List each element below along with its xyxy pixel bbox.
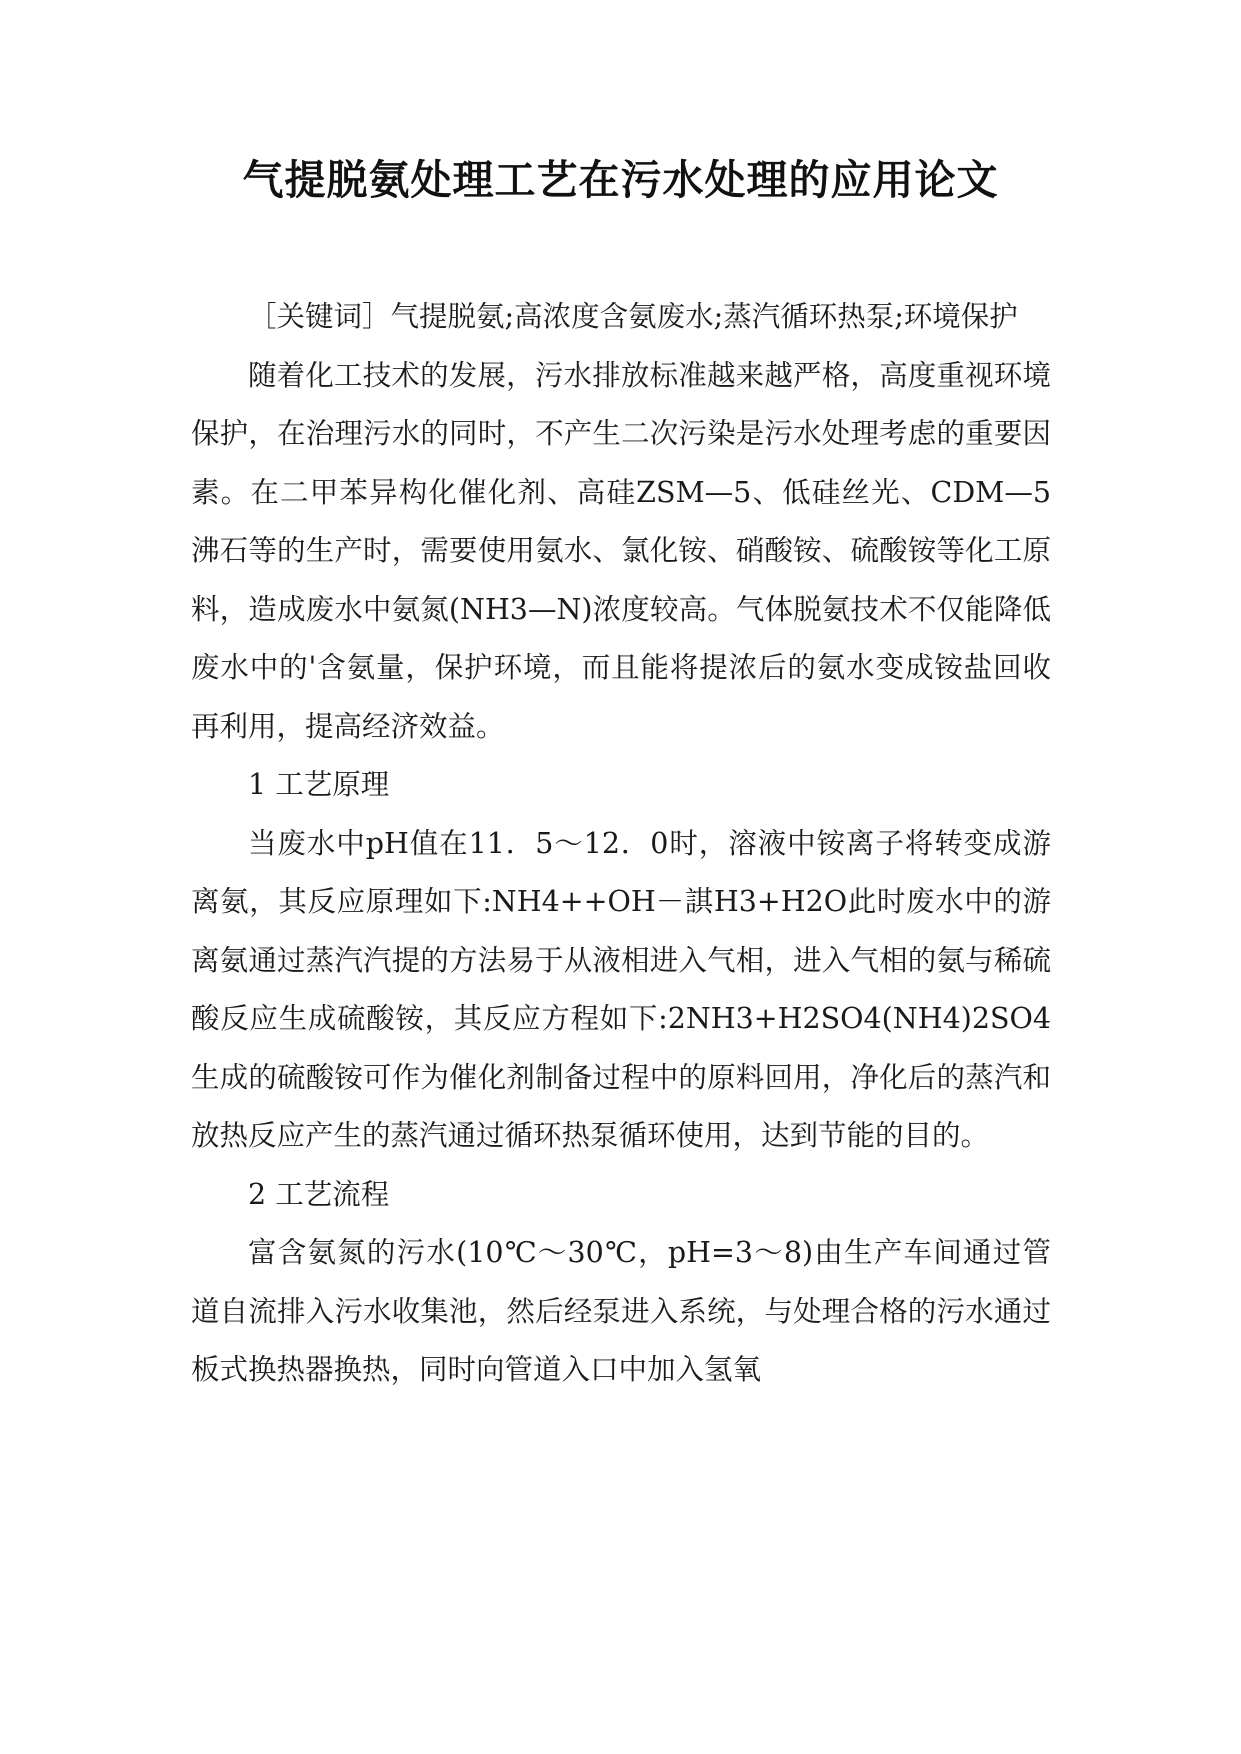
section-1-paragraph: 当废水中pH值在11．5～12．0时，溶液中铵离子将转变成游离氨，其反应原理如下:NH4++OH－諆H3+H2O此时废水中的游离氨通过蒸汽汽提的方法易于从液相进入气相，进入气相的氨与稀硫酸反应生成硫酸铵，其反应方程如下:2NH3+H2SO4(NH4)2SO4生成的硫酸铵可作为催化剂制备过程中的原料回用，净化后的蒸汽和放热反应产生的蒸汽通过循环热泵循环使用，达到节能的目的。 [191,826,1051,1152]
section-2-heading: 2 工艺流程 [248,1177,390,1211]
keywords-paragraph: ［关键词］气提脱氨;高浓度含氨废水;蒸汽循环热泵;环境保护 [248,300,1018,333]
section-2-paragraph: 富含氨氮的污水(10℃～30℃，pH=3～8)由生产车间通过管道自流排入污水收集池，然后经泵进入系统，与处理合格的污水通过板式换热器换热，同时向管道入口中加入氢氧 [191,1236,1051,1386]
document-title: 气提脱氨处理工艺在污水处理的应用论文 [242,156,999,204]
intro-paragraph: 随着化工技术的发展，污水排放标准越来越严格，高度重视环境保护，在治理污水的同时，不产生二次污染是污水处理考虑的重要因素。在二甲苯异构化催化剂、高硅ZSM—5、低硅丝光、CDM—5沸石等的生产时，需要使用氨水、氯化铵、硝酸铵、硫酸铵等化工原料，造成废水中氨氮(NH3—N)浓度较高。气体脱氨技术不仅能降低废水中的'含氨量，保护环境，而且能将提浓后的氨水变成铵盐回收再利用，提高经济效益。 [191,358,1051,743]
section-1-heading: 1 工艺原理 [248,768,390,801]
document-body [191,288,1051,1400]
